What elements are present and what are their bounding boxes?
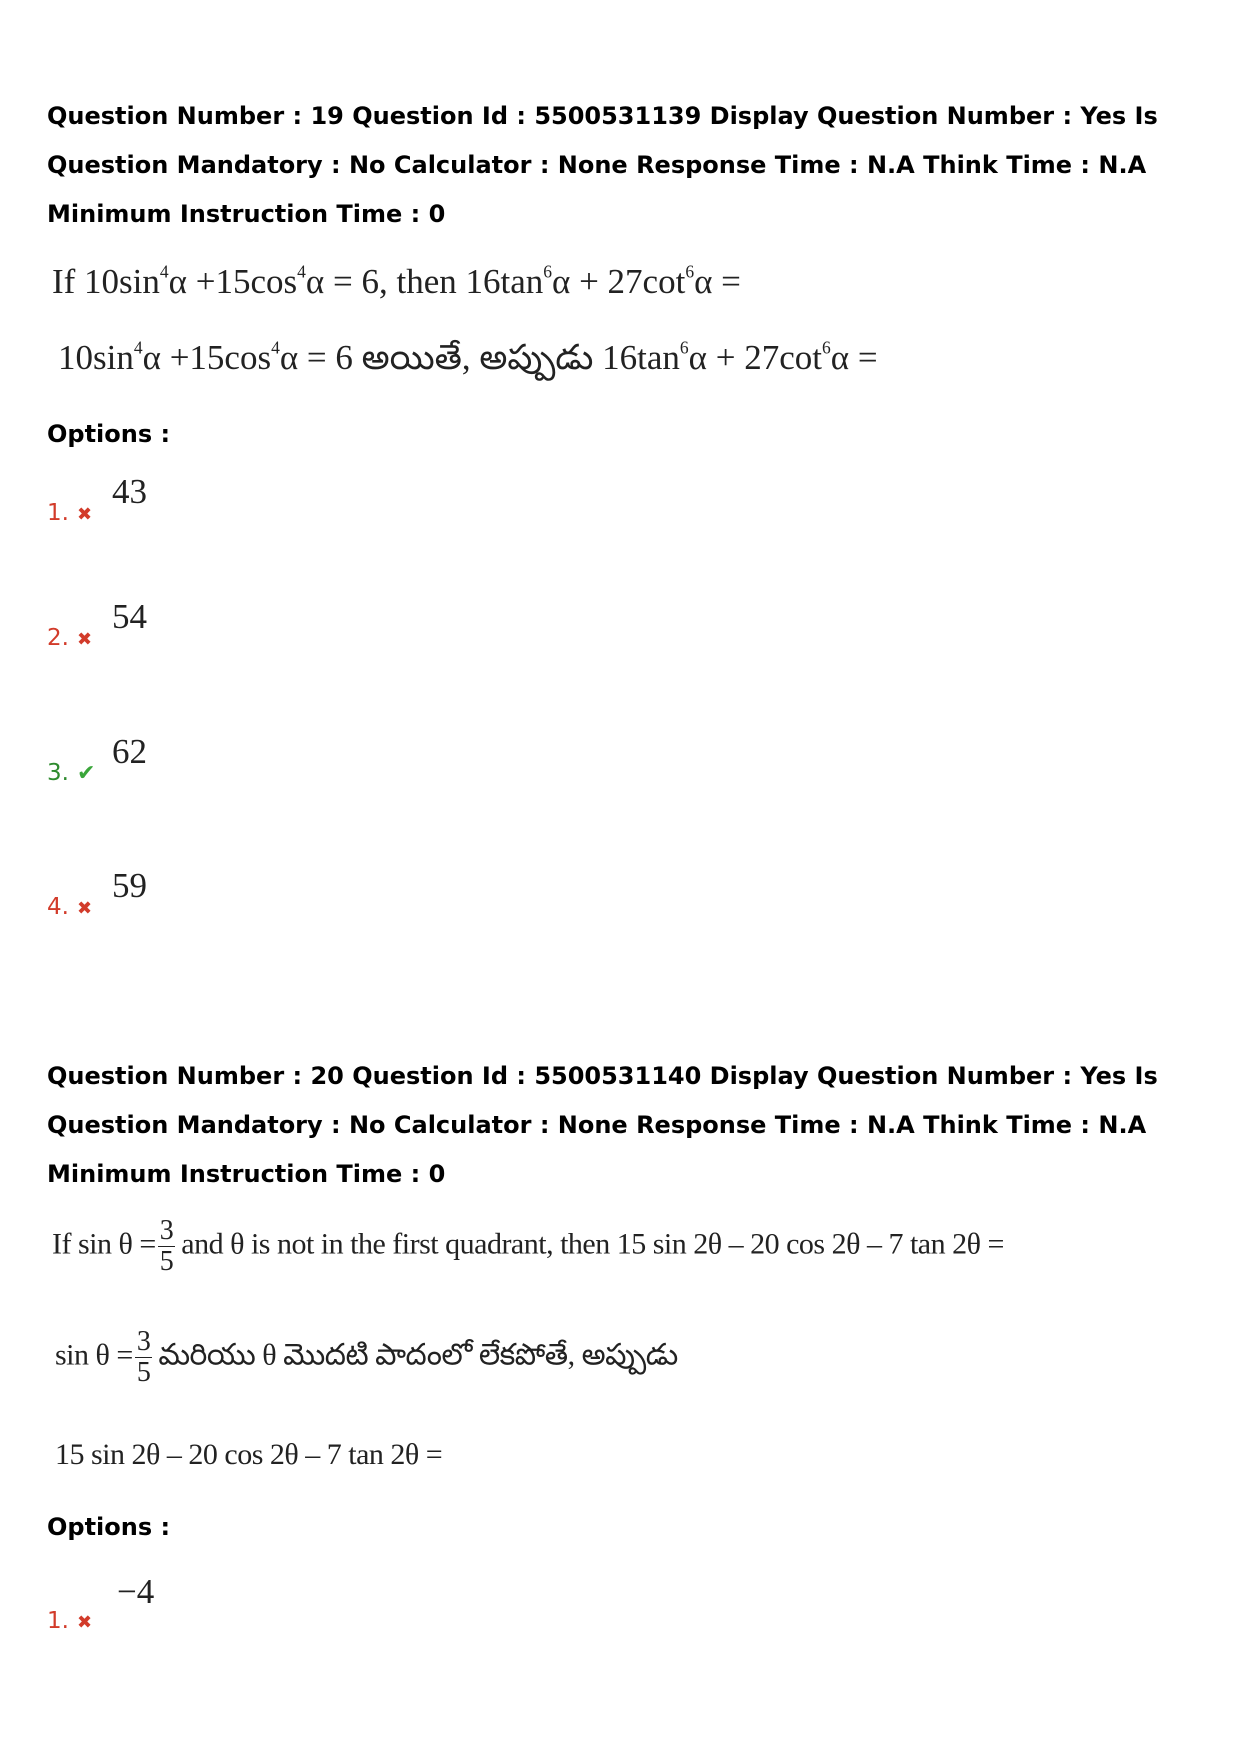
q19-english-question: If $10\sin^4\alpha +15\cos^4\alpha = 6$, then $16\tan^6\alpha + 27\cot^6\alpha$ = xyxy=(52,261,741,301)
q20-meta: Question Number : 20 Question Id : 5500531140 Display Question Number : Yes Is Question Mandatory : No Calculator : None Response Time : N.A Think Time : N.A Minimum Instruction Time : 0 xyxy=(47,1062,1158,1188)
q20-option-1: 1. ✖ −4 xyxy=(47,1572,155,1634)
q19-option-2: 2. ✖ 54 xyxy=(47,597,147,651)
wrong-icon: ✖ xyxy=(76,898,93,919)
q20-english-question: If sin θ = $\frac{3}{5}$ and θ is not in the first quadrant, then 15 sin 2θ – 20 cos 2θ – 7 tan 2θ = xyxy=(52,1215,1004,1277)
q19-meta: Question Number : 19 Question Id : 5500531139 Display Question Number : Yes Is Question Mandatory : No Calculator : None Response Time : N.A Think Time : N.A Minimum Instruction Time : 0 xyxy=(47,102,1158,228)
q19-option-3: 3. ✔ 62 xyxy=(47,732,147,786)
wrong-icon: ✖ xyxy=(76,629,93,650)
q20-telugu-expression: 15 sin 2θ – 20 cos 2θ – 7 tan 2θ = xyxy=(55,1438,443,1471)
check-icon: ✔ xyxy=(76,761,96,786)
q19-option-4: 4. ✖ 59 xyxy=(47,866,147,920)
wrong-icon: ✖ xyxy=(76,1612,93,1633)
q19-option-1: 1. ✖ 43 xyxy=(47,472,147,526)
q19-options-label: Options : xyxy=(47,420,171,448)
fraction: $\frac{3}{5}$ xyxy=(136,1326,151,1388)
wrong-icon: ✖ xyxy=(76,504,93,525)
fraction: $\frac{3}{5}$ xyxy=(159,1215,174,1277)
q20-telugu-question: sin θ = $\frac{3}{5}$ మరియు θ మొదటి పాదంలో లేకపోతే, అప్పుడు xyxy=(55,1326,678,1388)
q19-telugu-question: $10\sin^4\alpha +15\cos^4\alpha = 6$ అయితే, అప్పుడు $16\tan^6\alpha + 27\cot^6\alpha$ = xyxy=(58,337,878,377)
q20-options-label: Options : xyxy=(47,1513,171,1541)
